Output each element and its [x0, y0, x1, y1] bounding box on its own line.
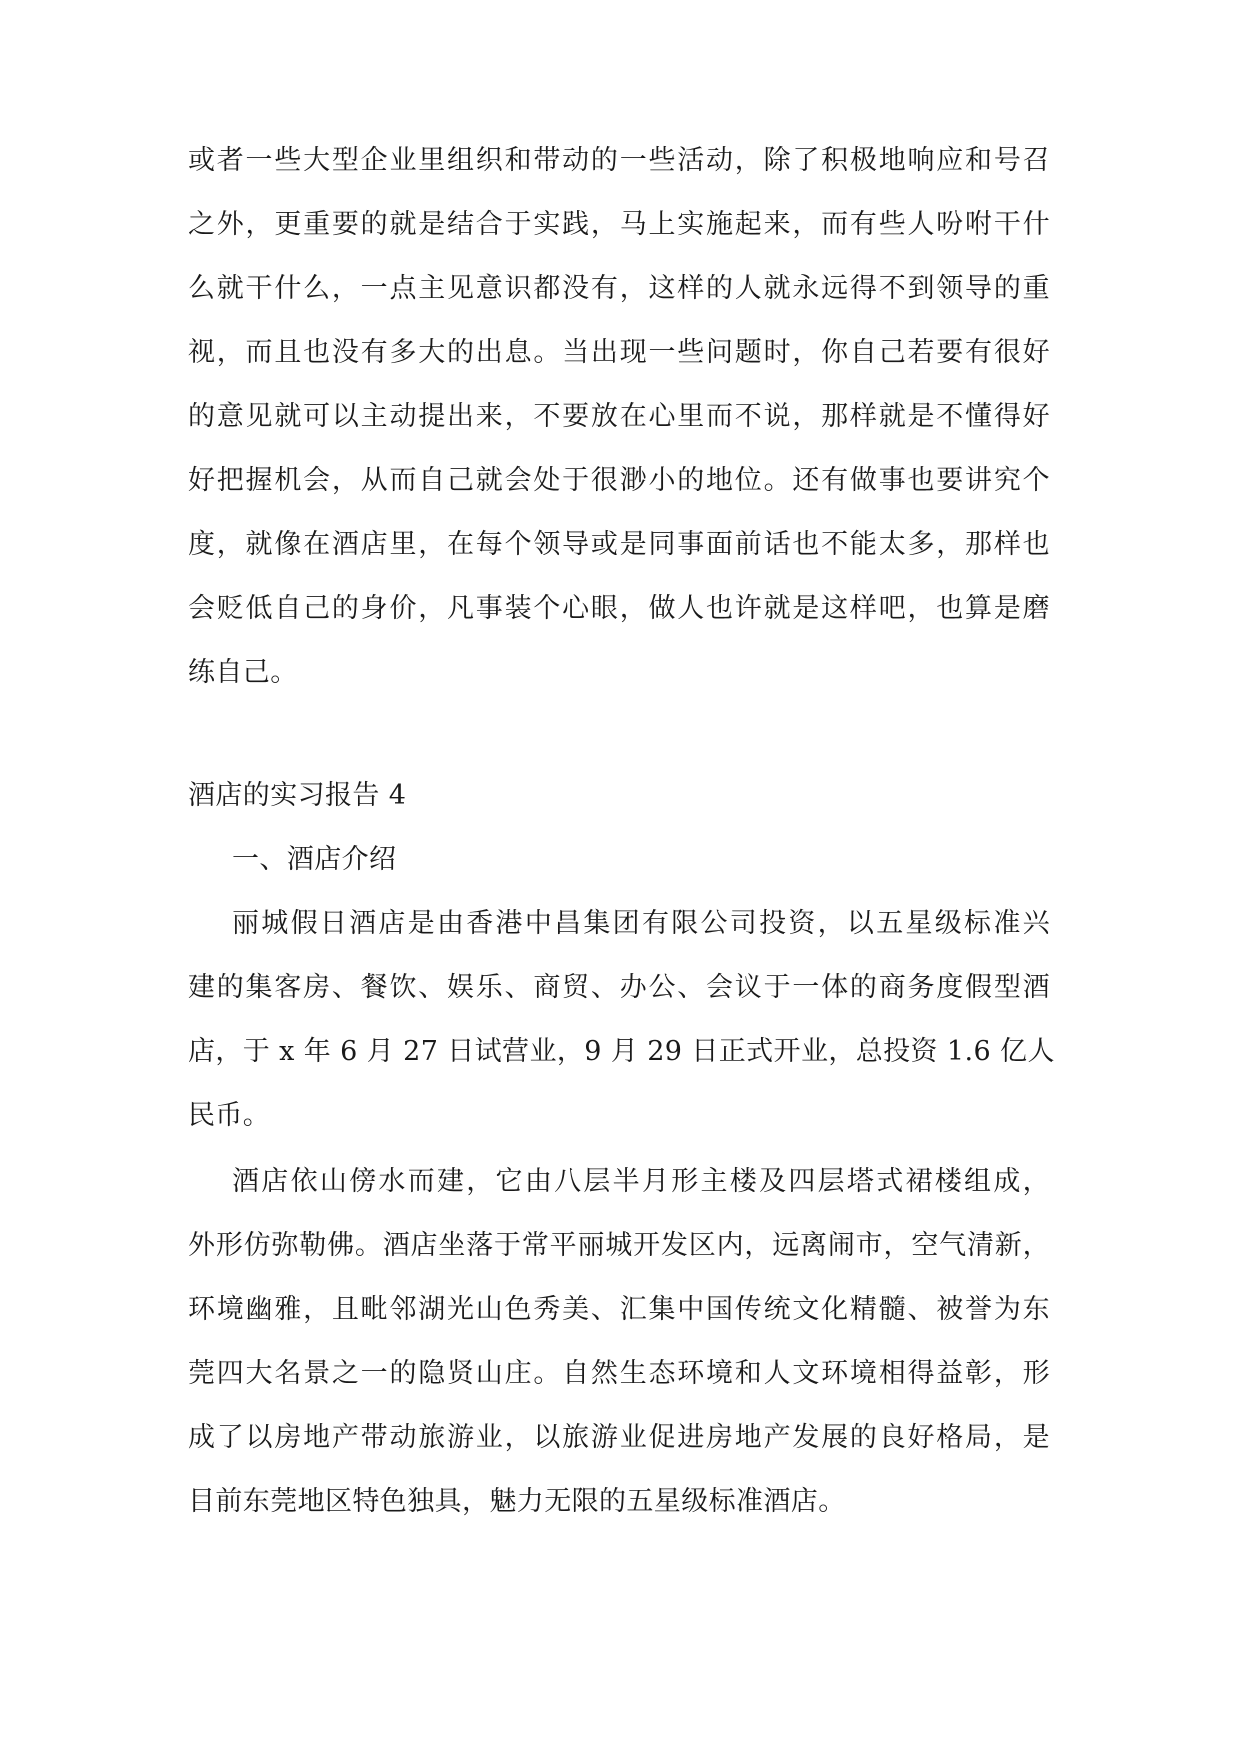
paragraph-line: 店，于 x 年 6 月 27 日试营业，9 月 29 日正式开业，总投资 1.6 亿人 [188, 1036, 1055, 1067]
subheading: 一、酒店介绍 [232, 844, 397, 875]
paragraph-line: 练自己。 [188, 657, 298, 688]
paragraph-line: 成了以房地产带动旅游业，以旅游业促进房地产发展的良好格局，是 [188, 1422, 1050, 1453]
paragraph-line: 之外，更重要的就是结合于实践，马上实施起来，而有些人吩咐干什 [188, 209, 1050, 240]
section-title-block [188, 764, 1050, 828]
paragraph-line: 莞四大名景之一的隐贤山庄。自然生态环境和人文环境相得益彰，形 [188, 1358, 1050, 1389]
paragraph-line: 目前东莞地区特色独具，魅力无限的五星级标准酒店。 [188, 1486, 846, 1517]
paragraph-line: 酒店依山傍水而建，它由八层半月形主楼及四层塔式裙楼组成， [232, 1166, 1050, 1197]
paragraph-line: 或者一些大型企业里组织和带动的一些活动，除了积极地响应和号召 [188, 145, 1050, 176]
paragraph-line: 外形仿弥勒佛。酒店坐落于常平丽城开发区内，远离闹市，空气清新， [188, 1230, 1050, 1261]
paragraph-line: 度，就像在酒店里，在每个领导或是同事面前话也不能太多，那样也 [188, 529, 1050, 560]
paragraph-line: 丽城假日酒店是由香港中昌集团有限公司投资，以五星级标准兴 [232, 908, 1050, 939]
paragraph-line: 环境幽雅，且毗邻湖光山色秀美、汇集中国传统文化精髓、被誉为东 [188, 1294, 1050, 1325]
subheading-block [188, 828, 1050, 892]
paragraph-line: 视，而且也没有多大的出息。当出现一些问题时，你自己若要有很好 [188, 337, 1050, 368]
paragraph-hotel-location [188, 1150, 1050, 1534]
paragraph-line: 的意见就可以主动提出来，不要放在心里而不说，那样就是不懂得好 [188, 401, 1050, 432]
paragraph-line: 建的集客房、餐饮、娱乐、商贸、办公、会议于一体的商务度假型酒 [188, 972, 1050, 1003]
paragraph-line: 好把握机会，从而自己就会处于很渺小的地位。还有做事也要讲究个 [188, 465, 1050, 496]
paragraph-line: 民币。 [188, 1100, 271, 1131]
paragraph-line: 么就干什么，一点主见意识都没有，这样的人就永远得不到领导的重 [188, 273, 1050, 304]
paragraph-hotel-intro [188, 892, 1055, 1148]
paragraph-continued [188, 129, 1050, 705]
paragraph-line: 会贬低自己的身价，凡事装个心眼，做人也许就是这样吧，也算是磨 [188, 593, 1050, 624]
section-title: 酒店的实习报告 4 [188, 780, 407, 811]
